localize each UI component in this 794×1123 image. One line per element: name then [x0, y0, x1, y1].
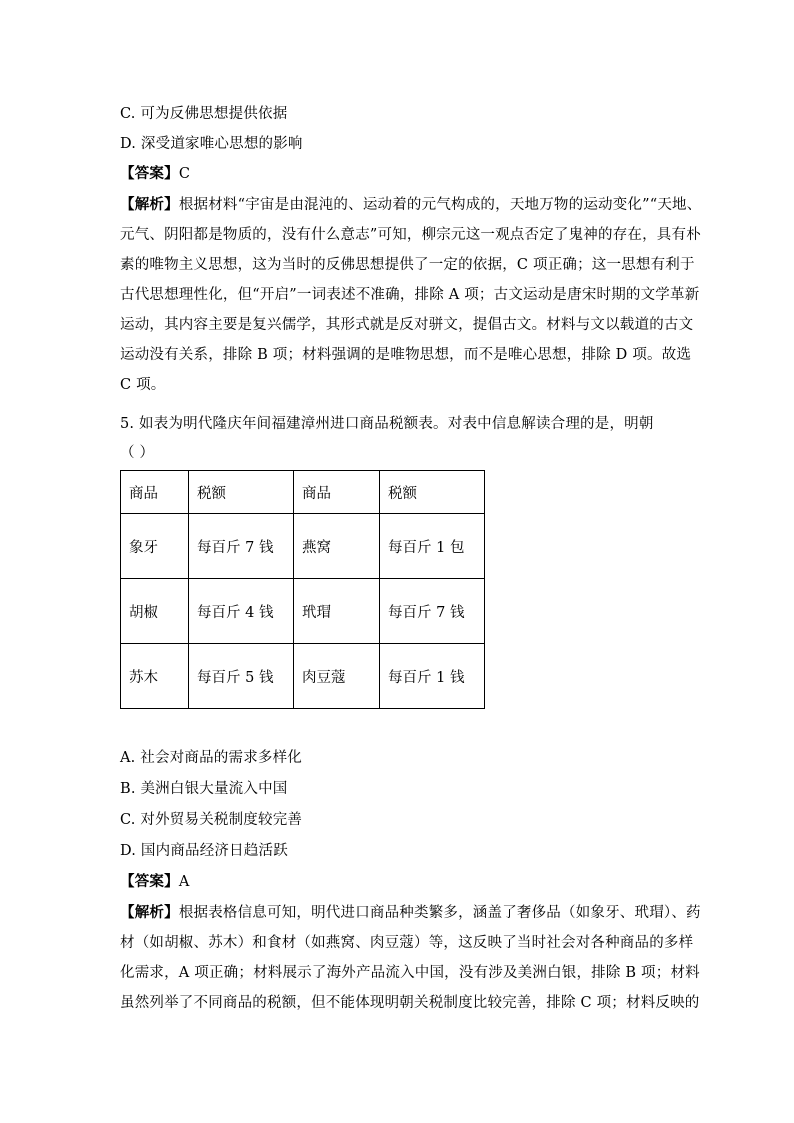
table-row: 胡椒 每百斤 4 钱 玳瑁 每百斤 7 钱 [121, 579, 485, 644]
analysis-label: 【解析】 [120, 904, 179, 921]
analysis-label: 【解析】 [120, 196, 179, 213]
analysis-line: C 项。 [120, 377, 166, 393]
question-5-stem: 5. 如表为明代隆庆年间福建漳州进口商品税额表。对表中信息解读合理的是，明朝 [120, 416, 654, 432]
option-a: A. 社会对商品的需求多样化 [120, 750, 302, 766]
analysis: 【解析】根据表格信息可知，明代进口商品种类繁多，涵盖了奢侈品（如象牙、玳瑁）、药 材（如胡椒、苏木）和食材（如燕窝、肉豆蔻）等，这反映了当时社会对各种商品的多样 化需求，A 项正确；材料展示了海外产品流入中国，没有涉及美洲白银，排除 B 项；材料 虽然列举了不同商品的税额，但不能体现明朝关税制度比较完善，排除 C 项；材料反映的 [120, 898, 680, 1018]
table-header-row: 商品 税额 商品 税额 [121, 471, 485, 514]
analysis-line: 古代思想理性化，但“开启”一词表述不准确，排除 A 项；古文运动是唐宋时期的文学革新 [120, 287, 700, 303]
answer-label: 【答案】 [120, 873, 179, 890]
answer [120, 872, 189, 892]
answer-label: 【答案】 [120, 165, 179, 182]
table-row: 苏木 每百斤 5 钱 肉豆蔻 每百斤 1 钱 [121, 644, 485, 709]
prev-option-c: C. 可为反佛思想提供依据 [120, 106, 288, 122]
analysis-line: 材（如胡椒、苏木）和食材（如燕窝、肉豆蔻）等，这反映了当时社会对各种商品的多样 [120, 935, 694, 951]
analysis-line: 运动，其内容主要是复兴儒学，其形式就是反对骈文，提倡古文。材料与文以载道的古文 [120, 317, 694, 333]
question-5-blank: （ ） [120, 445, 155, 461]
prev-option-d: D. 深受道家唯心思想的影响 [120, 136, 303, 152]
prev-answer [120, 164, 190, 184]
answer-value: A [178, 874, 190, 890]
analysis-line: 运动没有关系，排除 B 项；材料强调的是唯物思想，而不是唯心思想，排除 D 项。故选 [120, 347, 692, 363]
tax-table [120, 470, 485, 709]
option-c: C. 对外贸易关税制度较完善 [120, 812, 303, 828]
answer-value: C [178, 166, 191, 182]
table-row: 象牙 每百斤 7 钱 燕窝 每百斤 1 包 [121, 514, 485, 579]
option-d: D. 国内商品经济日趋活跃 [120, 843, 288, 859]
analysis-line: 素的唯物主义思想，这为当时的反佛思想提供了一定的依据，C 项正确；这一思想有利于 [120, 257, 695, 273]
analysis-line: 虽然列举了不同商品的税额，但不能体现明朝关税制度比较完善，排除 C 项；材料反映的 [120, 995, 700, 1011]
prev-analysis: 【解析】根据材料“宇宙是由混沌的、运动着的元气构成的，天地万物的运动变化”“天地、 元气、阴阳都是物质的，没有什么意志”可知，柳宗元这一观点否定了鬼神的存在，具有朴 素的唯物主义思想，这为当时的反佛思想提供了一定的依据，C 项正确；这一思想有利于 古代思想理性化，但“开启”一词表述不准确，排除 A 项；古文运动是唐宋时期的文学革新 运动，其内容主要是复兴儒学，其形式就是反对骈文，提倡古文。材料与文以载道的古文 运动没有关系，排除 B 项；材料强调的是唯物思想，而不是唯心思想，排除 D 项。故选 C 项。 [120, 190, 680, 400]
analysis-line: 元气、阴阳都是物质的，没有什么意志”可知，柳宗元这一观点否定了鬼神的存在，具有朴 [120, 227, 701, 243]
analysis-line: 化需求，A 项正确；材料展示了海外产品流入中国，没有涉及美洲白银，排除 B 项；材料 [120, 965, 700, 981]
option-b: B. 美洲白银大量流入中国 [120, 781, 288, 797]
